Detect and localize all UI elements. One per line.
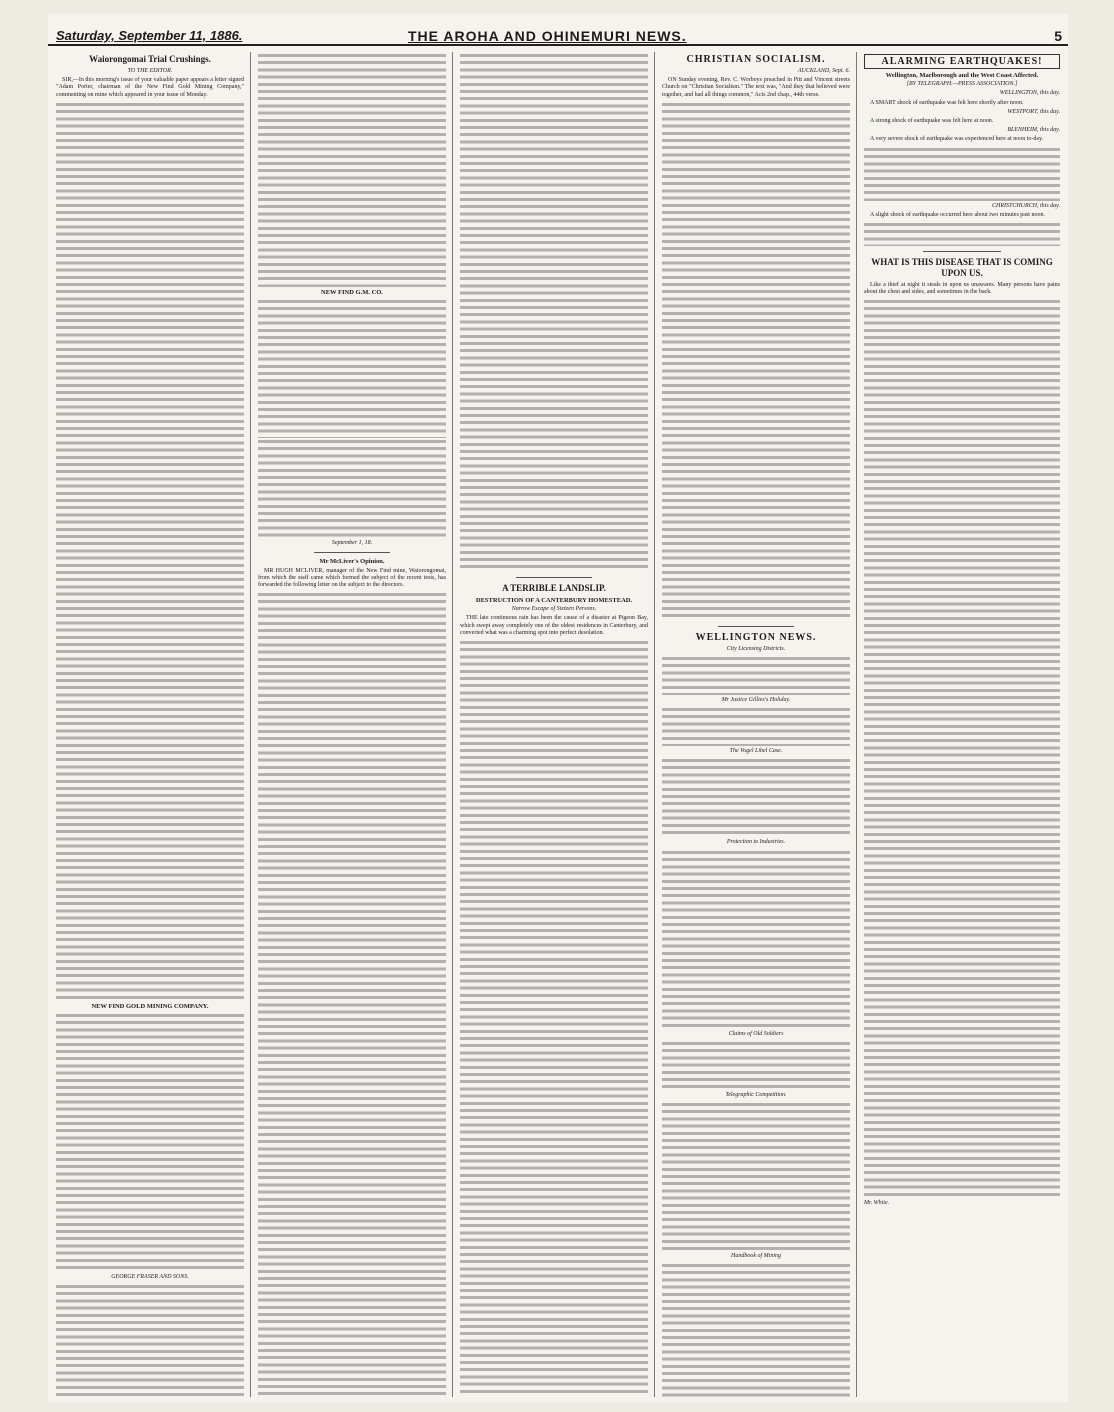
page-header: [48, 14, 1068, 46]
article-text: A strong shock of earthquake was felt here at noon.: [870, 118, 994, 125]
table-heading: NEW FIND G.M. CO.: [321, 289, 383, 296]
header-title: THE AROHA AND OHINEMURI NEWS.: [408, 28, 687, 44]
text-lines: [258, 438, 446, 538]
article-text: SIR,—In this morning's issue of your valuable paper appears a letter signed "Adam Porter, chairman of the New Find Gold Mining Company," commenting on mine which appeared in your issue of Monday.: [56, 77, 244, 98]
text-lines: [662, 757, 850, 837]
text-lines: [864, 221, 1060, 246]
column-2: [258, 52, 446, 1397]
article-text: A very severe shock of earthquake was experienced here at noon to-day.: [870, 136, 1044, 143]
article-text: MR HUGH MCLIVER, manager of the New Find mine, Waiorongomai, from which the staff came which formed the subject of the recent tests, has forwarded the following letter on the subject to the directors.: [258, 567, 446, 589]
text-lines: [258, 591, 446, 1397]
subheading: Mr Justice Gillies's Holiday.: [721, 697, 791, 704]
column-divider: [856, 52, 857, 1397]
text-lines: [662, 1262, 850, 1397]
subheading: Claims of Old Soldiers: [728, 1030, 784, 1037]
assay-table: [56, 1012, 244, 1272]
credit-line: [BY TELEGRAPH.—PRESS ASSOCIATION.]: [906, 81, 1018, 88]
subheading: Telegraphic Competition.: [725, 1091, 787, 1098]
subsubheading: Narrow Escape of Sixteen Persons.: [511, 606, 597, 613]
divider: [923, 251, 1001, 252]
text-lines: [56, 1283, 244, 1397]
table-heading: NEW FIND GOLD MINING COMPANY.: [91, 1002, 209, 1010]
subheading: City Licensing Districts.: [726, 645, 786, 652]
text-lines: [662, 101, 850, 621]
dateline: AUCKLAND, Sept. 6.: [797, 68, 850, 74]
article-heading: ALARMING EARTHQUAKES!: [864, 54, 1060, 69]
dateline: BLENHEIM, this day.: [1007, 127, 1060, 134]
text-lines: [662, 1040, 850, 1090]
to-editor-label: TO THE EDITOR.: [127, 68, 173, 74]
column-divider: [654, 52, 655, 1397]
article-signoff: Mr. White.: [864, 1200, 890, 1207]
article-heading: WHAT IS THIS DISEASE THAT IS COMING UPON US.: [871, 257, 1053, 279]
newspaper-page: [48, 14, 1068, 1402]
column-1: [56, 52, 244, 1397]
divider: [516, 577, 591, 578]
subheading: DESTRUCTION OF A CANTERBURY HOMESTEAD.: [475, 597, 633, 604]
subheading: Handbook of Mining: [731, 1253, 781, 1260]
dateline: WESTPORT, this day.: [1007, 108, 1060, 115]
header-date: Saturday, September 11, 1886.: [56, 28, 243, 43]
text-lines: [258, 52, 446, 287]
header-page-number: 5: [1054, 28, 1062, 44]
column-divider: [452, 52, 453, 1397]
text-lines: [460, 639, 648, 1397]
article-text: A SMART shock of earthquake was felt here shortly after noon.: [870, 99, 1024, 106]
text-lines: [864, 298, 1060, 1198]
article-heading: WELLINGTON NEWS.: [695, 631, 817, 643]
text-lines: [662, 655, 850, 695]
subheading: Protection to Industries.: [726, 839, 786, 846]
article-signature: GEORGE FRASER AND SONS.: [111, 1274, 189, 1281]
text-lines: [662, 706, 850, 746]
text-lines: [662, 849, 850, 1029]
article-text: Like a thief at night it steals in upon us unawares. Many persons have pains about the chest and sides, and sometimes in the back.: [864, 282, 1060, 296]
article-text: ON Sunday evening, Rev. C. Worboys preached in Pitt and Vincent streets Church on "Christian Socialism." The text was, "And they that believed were together, and had all things common," Acts 2nd chap., 44th verse.: [662, 77, 850, 98]
subheading: The Vogel Libel Case.: [729, 748, 783, 755]
divider: [314, 552, 389, 553]
article-heading: A TERRIBLE LANDSLIP.: [502, 583, 606, 593]
article-text: THE late continuous rain has been the cause of a disaster at Pigeon Bay, which swept away completely one of the oldest residences in Canterbury, and converted what was a charming spot into perfect desolation.: [460, 615, 648, 636]
column-4: [662, 52, 850, 1397]
divider: [718, 626, 793, 627]
text-lines: [56, 101, 244, 1001]
text-lines: [460, 52, 648, 572]
article-signoff: September 1, 18.: [331, 540, 373, 547]
column-3: [460, 52, 648, 1397]
article-heading: Waiorongomai Trial Crushings.: [89, 54, 211, 64]
dateline: CHRISTCHURCH, this day.: [991, 202, 1060, 209]
article-text: A slight shock of earthquake occurred here about two minutes past noon.: [870, 211, 1045, 218]
text-lines: [864, 146, 1060, 201]
article-heading: CHRISTIAN SOCIALISM.: [686, 54, 826, 65]
subheading: Mr McLiver's Opinion.: [319, 558, 385, 566]
text-lines: [662, 1101, 850, 1251]
column-5: [864, 52, 1060, 1397]
column-divider: [250, 52, 251, 1397]
dateline: WELLINGTON, this day.: [999, 90, 1060, 97]
assay-table: [258, 298, 446, 438]
subheading: Wellington, Marlborough and the West Coast Affected.: [885, 72, 1039, 79]
